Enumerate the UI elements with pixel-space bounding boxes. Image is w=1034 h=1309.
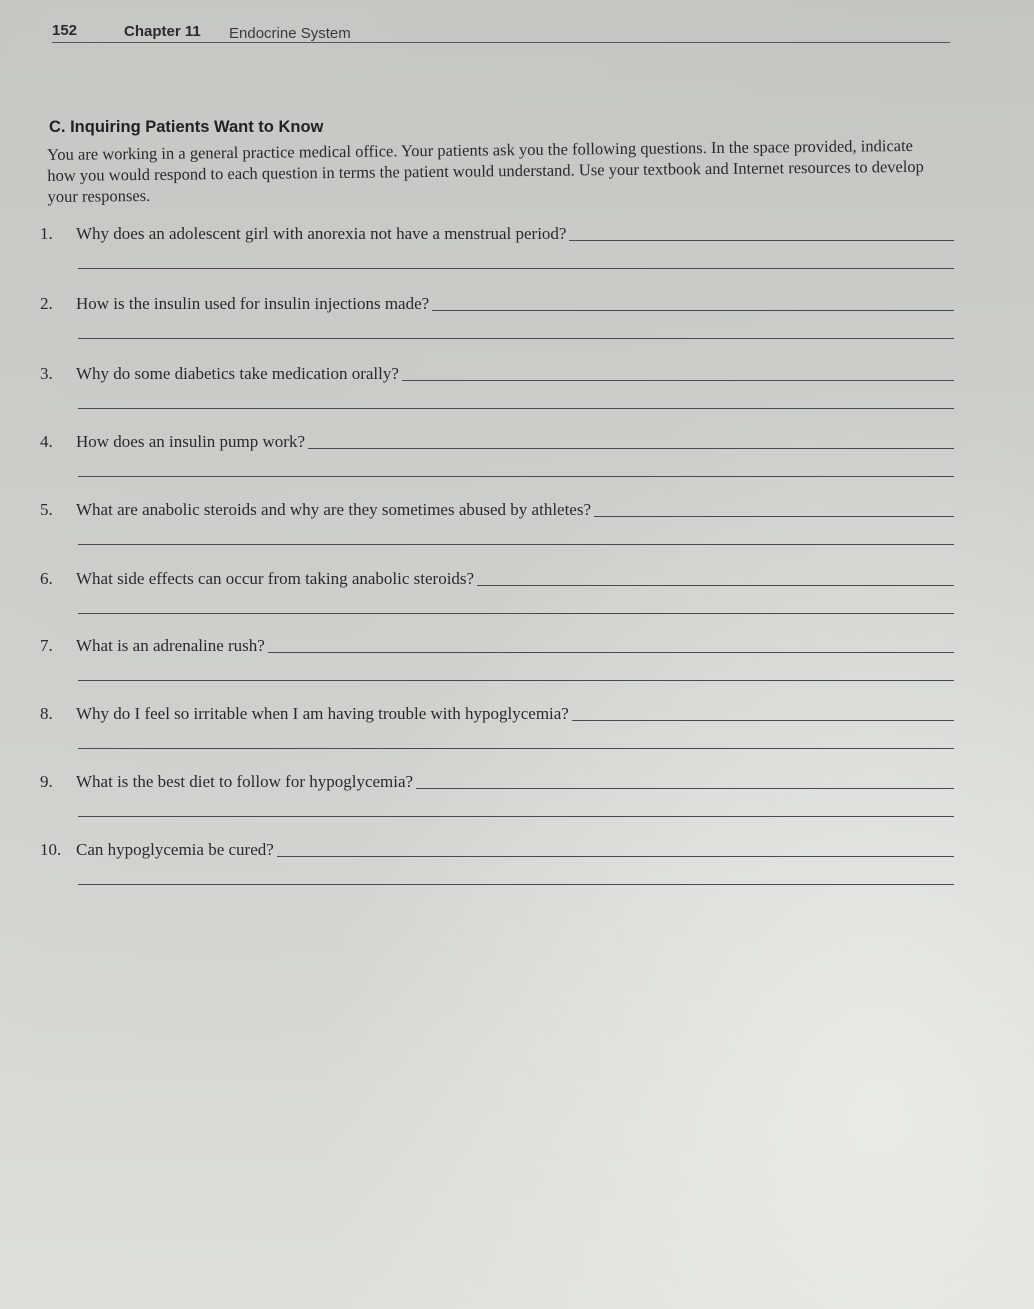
answer-line[interactable] xyxy=(416,787,954,789)
answer-line[interactable] xyxy=(78,408,954,409)
question-number: 3. xyxy=(40,364,53,383)
question-text: Can hypoglycemia be cured? xyxy=(76,840,274,859)
answer-line[interactable] xyxy=(78,884,954,885)
question-text: How is the insulin used for insulin injections made? xyxy=(76,294,430,313)
question-item xyxy=(40,838,954,906)
chapter-label: Chapter 11 xyxy=(124,23,201,40)
answer-line[interactable] xyxy=(402,379,954,381)
answer-line[interactable] xyxy=(277,855,954,857)
question-number: 8. xyxy=(40,704,53,723)
question-text: What side effects can occur from taking anabolic steroids? xyxy=(76,569,475,588)
question-number: 2. xyxy=(40,294,53,313)
question-number: 1. xyxy=(40,224,53,243)
question-text: What is an adrenaline rush? xyxy=(76,636,265,655)
question-number: 9. xyxy=(40,772,53,791)
question-text: Why do I feel so irritable when I am having trouble with hypoglycemia? xyxy=(76,704,569,723)
answer-line[interactable] xyxy=(308,447,954,449)
question-item xyxy=(40,498,954,566)
question-item xyxy=(40,222,954,290)
chapter-title: Endocrine System xyxy=(229,25,351,42)
question-item xyxy=(40,430,954,498)
question-text: Why do some diabetics take medication orally? xyxy=(76,364,399,383)
answer-line[interactable] xyxy=(78,338,954,339)
page-number: 152 xyxy=(52,22,78,39)
question-item xyxy=(40,634,954,702)
question-item xyxy=(40,770,954,838)
question-number: 10. xyxy=(40,840,62,859)
answer-line[interactable] xyxy=(78,544,954,545)
question-number: 5. xyxy=(40,500,53,519)
answer-line[interactable] xyxy=(78,816,954,817)
answer-line[interactable] xyxy=(78,748,954,749)
answer-line[interactable] xyxy=(78,680,954,681)
question-text: Why does an adolescent girl with anorexia not have a menstrual period? xyxy=(76,224,567,243)
page-header xyxy=(52,20,950,43)
section-instructions: You are working in a general practice medical office. Your patients ask you the following questions. In the space provided, indicate how you would respond to each question in terms the patient would understand. Use your textbook and Internet resources to develop your responses. xyxy=(47,135,924,206)
answer-line[interactable] xyxy=(432,309,954,311)
question-text: What are anabolic steroids and why are they sometimes abused by athletes? xyxy=(76,500,592,519)
question-item xyxy=(40,292,954,360)
question-text: What is the best diet to follow for hypoglycemia? xyxy=(76,772,414,791)
question-number: 6. xyxy=(40,569,53,588)
answer-line[interactable] xyxy=(594,515,954,517)
section-title: C. Inquiring Patients Want to Know xyxy=(49,118,324,136)
answer-line[interactable] xyxy=(78,613,954,614)
question-item xyxy=(40,702,954,770)
answer-line[interactable] xyxy=(569,239,954,241)
answer-line[interactable] xyxy=(78,476,954,477)
question-item xyxy=(40,362,954,430)
question-number: 7. xyxy=(40,636,53,655)
answer-line[interactable] xyxy=(572,719,954,721)
question-text: How does an insulin pump work? xyxy=(76,432,306,451)
answer-line[interactable] xyxy=(268,651,954,653)
question-number: 4. xyxy=(40,432,53,451)
answer-line[interactable] xyxy=(477,584,954,586)
answer-line[interactable] xyxy=(78,268,954,269)
question-item xyxy=(40,567,954,635)
